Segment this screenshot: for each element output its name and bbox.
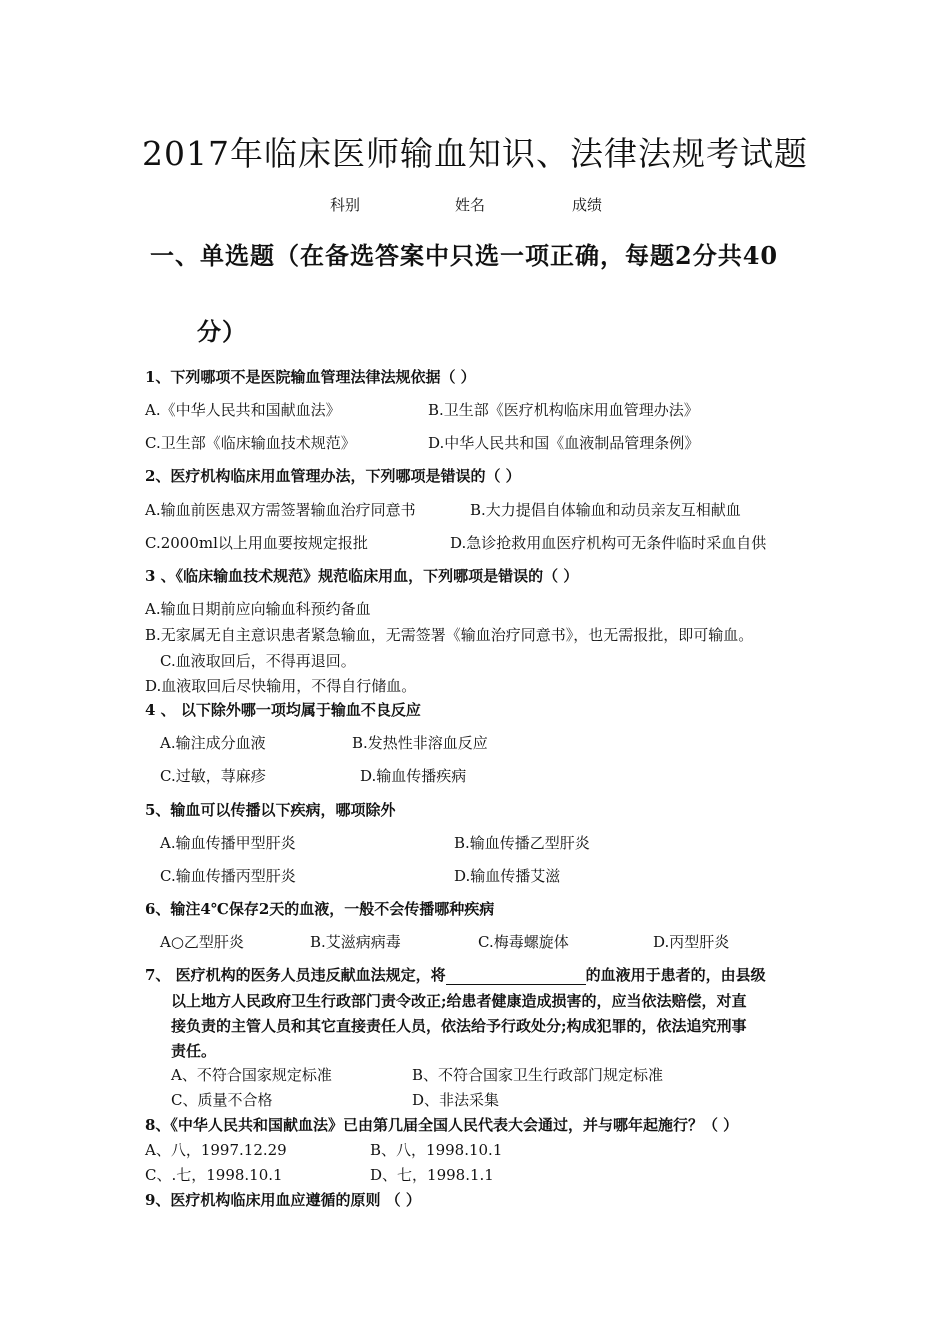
question-1: 1、下列哪项不是医院输血管理法律法规依据（ ） (145, 368, 476, 386)
q7-option-d: D、非法采集 (412, 1091, 500, 1109)
q3-option-a: A.输血日期前应向输血科预约备血 (145, 600, 371, 618)
q4-option-c: C.过敏，荨麻疹 (160, 767, 266, 785)
q3-option-b: B.无家属无自主意识患者紧急输血，无需签署《输血治疗同意书》，也无需报批，即可输血。 (145, 626, 754, 644)
q8-option-a: A、八，1997.12.29 (145, 1141, 287, 1159)
q7-option-c: C、质量不合格 (171, 1091, 273, 1109)
answer-blank (446, 970, 586, 985)
q7-line-3: 接负责的主管人员和其它直接责任人员，依法给予行政处分;构成犯罪的，依法追究刑事 (171, 1017, 747, 1035)
q6-option-c: C.梅毒螺旋体 (478, 933, 569, 951)
q5-option-b: B.输血传播乙型肝炎 (454, 834, 590, 852)
question-4: 4 、 以下除外哪一项均属于输血不良反应 (145, 701, 421, 719)
q1-option-b: B.卫生部《医疗机构临床用血管理办法》 (428, 401, 699, 419)
q7-option-a: A、不符合国家规定标准 (171, 1066, 332, 1084)
q6-option-a: A○乙型肝炎 (160, 933, 244, 951)
q1-option-a: A.《中华人民共和国献血法》 (145, 401, 341, 419)
question-5: 5、输血可以传播以下疾病，哪项除外 (145, 801, 396, 819)
q2-option-a: A.输血前医患双方需签署输血治疗同意书 (145, 501, 416, 519)
q8-option-c: C、.七，1998.10.1 (145, 1166, 283, 1184)
q5-option-a: A.输血传播甲型肝炎 (160, 834, 296, 852)
q4-option-d: D.输血传播疾病 (360, 767, 467, 785)
name-label: 姓名 (455, 196, 486, 214)
question-3: 3 、《临床输血技术规范》规范临床用血，下列哪项是错误的（ ） (145, 567, 579, 585)
q7-stem-pre: 7、 医疗机构的医务人员违反献血法规定，将 (145, 966, 446, 984)
q3-option-c: C.血液取回后，不得再退回。 (160, 652, 356, 670)
q1-option-d: D.中华人民共和国《血液制品管理条例》 (428, 434, 700, 452)
question-9: 9、医疗机构临床用血应遵循的原则 （ ） (145, 1191, 421, 1209)
q7-stem-post: 的血液用于患者的，由县级 (585, 966, 766, 984)
q2-option-d: D.急诊抢救用血医疗机构可无条件临时采血自供 (450, 534, 767, 552)
q6-option-b: B.艾滋病病毒 (310, 933, 401, 951)
q4-option-a: A.输注成分血液 (160, 734, 266, 752)
q4-option-b: B.发热性非溶血反应 (352, 734, 488, 752)
q7-line-4: 责任。 (171, 1042, 217, 1060)
q6-option-d: D.丙型肝炎 (653, 933, 730, 951)
section-heading: 一、单选题（在备选答案中只选一项正确，每题2分共40 (150, 241, 779, 270)
q8-option-b: B、八，1998.10.1 (370, 1141, 503, 1159)
q8-option-d: D、七，1998.1.1 (370, 1166, 494, 1184)
section-heading-cont: 分） (197, 317, 247, 346)
page-title: 2017年临床医师输血知识、法律法规考试题 (142, 134, 808, 173)
question-2: 2、医疗机构临床用血管理办法，下列哪项是错误的（ ） (145, 467, 521, 485)
q5-option-d: D.输血传播艾滋 (454, 867, 561, 885)
dept-label: 科别 (330, 196, 361, 214)
question-8: 8、《中华人民共和国献血法》已由第几届全国人民代表大会通过，并与哪年起施行？（ ） (145, 1116, 739, 1134)
q2-option-c: C.2000ml以上用血要按规定报批 (145, 534, 368, 552)
q1-option-c: C.卫生部《临床输血技术规范》 (145, 434, 356, 452)
q7-option-b: B、不符合国家卫生行政部门规定标准 (412, 1066, 664, 1084)
question-6: 6、输注4℃保存2天的血液，一般不会传播哪种疾病 (145, 900, 495, 918)
q7-line-2: 以上地方人民政府卫生行政部门责令改正;给患者健康造成损害的，应当依法赔偿，对直 (171, 992, 747, 1010)
question-7 (145, 964, 766, 985)
q2-option-b: B.大力提倡自体输血和动员亲友互相献血 (470, 501, 741, 519)
q5-option-c: C.输血传播丙型肝炎 (160, 867, 296, 885)
score-label: 成绩 (572, 196, 603, 214)
q3-option-d: D.血液取回后尽快输用，不得自行储血。 (145, 677, 417, 695)
